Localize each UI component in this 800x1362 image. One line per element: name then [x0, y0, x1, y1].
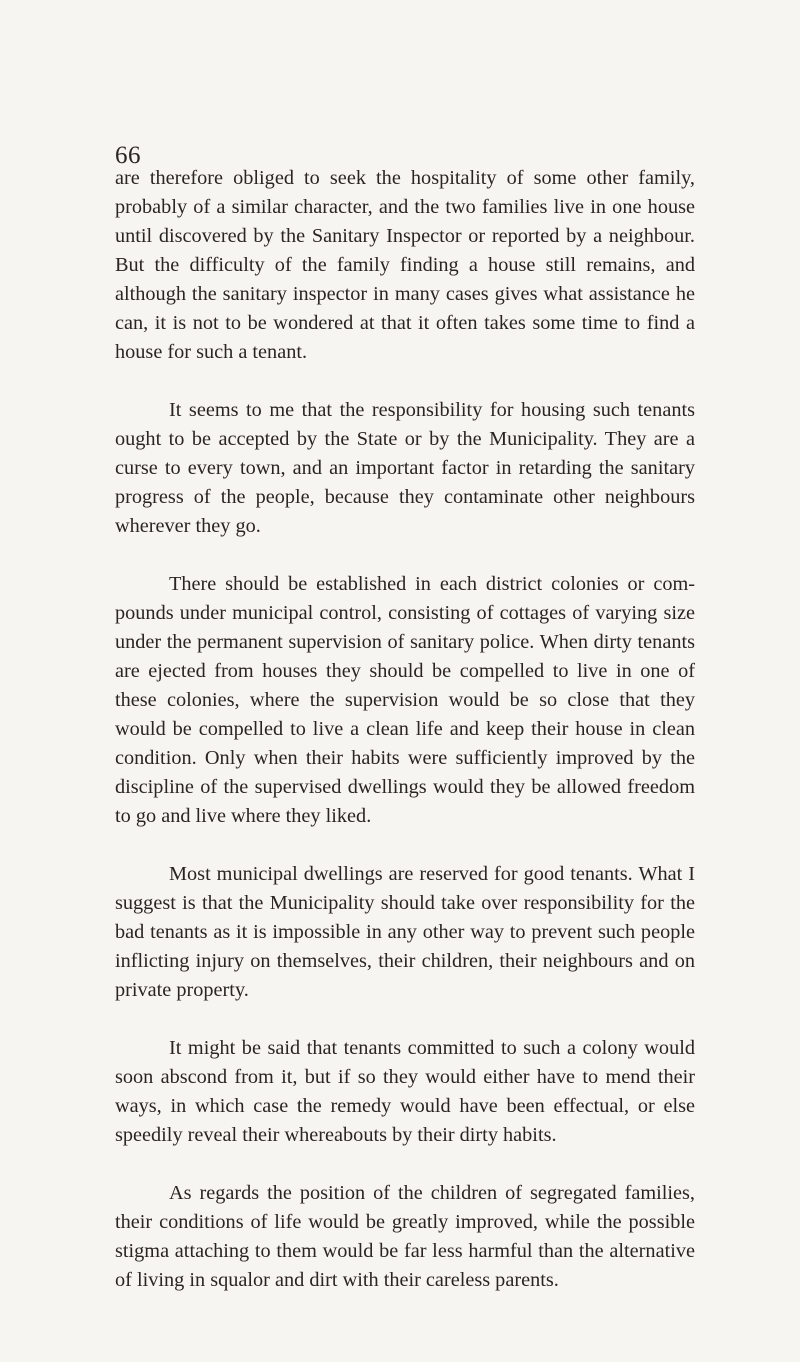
body-text	[115, 164, 695, 1324]
paragraph-4: Most municipal dwellings are reserved for good tenants. What I suggest is that the Municipality should take over responsibility for the bad tenants as it is impossible in any other way to prevent such people inflicting injury on themselves, their children, their neighbours and on private property.	[115, 863, 695, 1001]
paragraph-1: are therefore obliged to seek the hospitality of some other family, probably of a similar character, and the two families live in one house until discovered by the Sanitary Inspector or reported by a neighbour. But the difficulty of the family finding a house still remains, and although the sanitary inspector in many cases gives what assistance he can, it is not to be wondered at that it often takes some time to find a house for such a tenant.	[115, 167, 695, 363]
paragraph-5: It might be said that tenants committed to such a colony would soon abscond from it, but if so they would either have to mend their ways, in which case the remedy would have been effectual, or else speedily reveal their whereabouts by their dirty habits.	[115, 1037, 695, 1146]
paragraph-2: It seems to me that the responsibility for housing such tenants ought to be accepted by the State or by the Municipality. They are a curse to every town, and an important factor in retarding the sanitary progress of the people, because they contaminate other neighbours wherever they go.	[115, 399, 695, 537]
paragraph-6: As regards the position of the children of segregated families, their conditions of life would be greatly improved, while the possible stigma attaching to them would be far less harmful than the alternative of living in squalor and dirt with their careless parents.	[115, 1182, 695, 1291]
paragraph-3: There should be established in each district colonies or compounds under municipal control, consisting of cottages of varying size under the permanent supervision of sanitary police. When dirty tenants are ejected from houses they should be compelled to live in one of these colonies, where the supervision would be so close that they would be compelled to live a clean life and keep their house in clean condition. Only when their habits were sufficiently improved by the discipline of the supervised dwellings would they be allowed freedom to go and live where they liked.	[115, 573, 695, 827]
page-number: 66	[115, 142, 141, 169]
